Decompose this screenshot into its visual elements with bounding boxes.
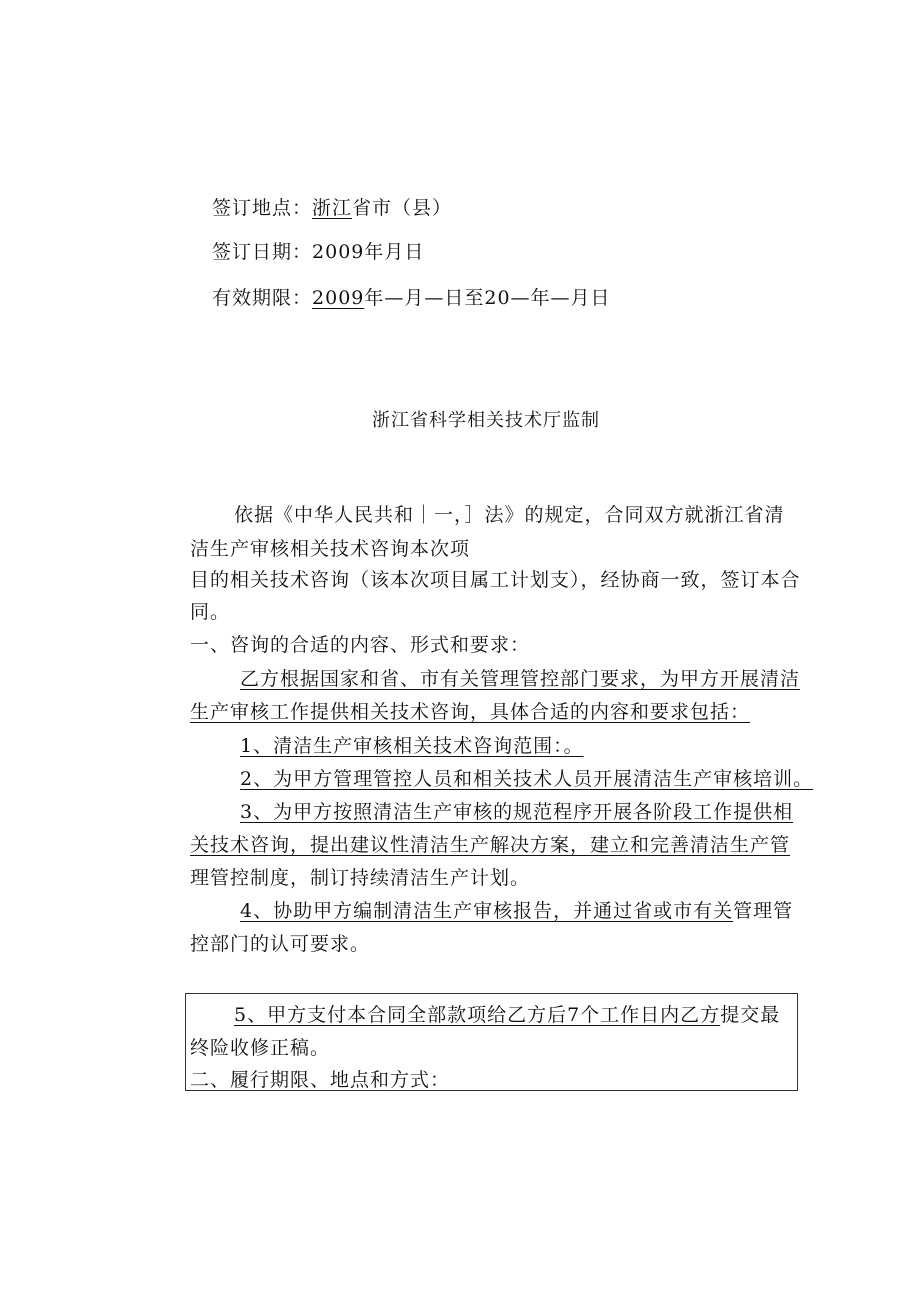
intro-line-2: 洁生产审核相关技术咨询本次项	[190, 538, 471, 560]
item-4-line-1-underlined: 4、协助甲方编制清洁生产审核报告，并通过省或市有关	[240, 900, 734, 922]
validity-year: 2009	[312, 287, 365, 309]
item-5-line-1-rest: 提交最	[720, 1004, 781, 1026]
intro-line-1: 依据《中华人民共和｜一，］法》的规定，合同双方就浙江省清	[234, 504, 785, 526]
validity-period	[212, 286, 611, 310]
item-4-line-2: 控部门的认可要求。	[190, 933, 371, 955]
signing-date-label: 签订日期：	[212, 241, 313, 263]
item-2: 2、为甲方管理管控人员和相关技术人员开展清洁生产审核培训。	[240, 768, 814, 790]
item-3-line-3: 理管控制度，制订持续清洁生产计划。	[190, 867, 531, 889]
validity-range: 年—月—日至20—年—月日	[364, 287, 611, 309]
intro-line-3: 目的相关技术咨询（该本次项目属工计划支），经协商一致，签订本合	[190, 569, 801, 591]
signing-place-label: 签订地点：	[212, 197, 313, 219]
item-4-line-1-rest: 管理管	[733, 900, 794, 922]
item-3-line-2: 关技术咨询，提出建议性清洁生产解决方案，建立和完善清洁生产管	[190, 834, 791, 856]
item-5-line-2: 终险收修正稿。	[190, 1037, 331, 1059]
signing-place-province: 浙江	[312, 197, 353, 219]
signing-date	[212, 240, 424, 264]
item-5-line-1	[234, 1003, 780, 1027]
section-1-heading: 一、咨询的合适的内容、形式和要求：	[190, 634, 531, 656]
item-3-line-1: 3、为甲方按照清洁生产审核的规范程序开展各阶段工作提供相	[240, 801, 794, 823]
supervisor-text: 浙江省科学相关技术厅监制	[372, 410, 600, 431]
signing-place-city: 省市（县）	[352, 197, 453, 219]
intro-line-4: 同。	[190, 601, 231, 623]
section-1-paragraph-line-2: 生产审核工作提供相关技术咨询，具体合适的内容和要求包括：	[190, 701, 751, 723]
signing-date-value: 2009年月日	[312, 241, 425, 263]
validity-label: 有效期限：	[212, 287, 313, 309]
signing-place	[212, 196, 452, 220]
section-1-paragraph-line-1: 乙方根据国家和省、市有关管理管控部门要求，为甲方开展清洁	[240, 668, 801, 690]
item-1: 1、清洁生产审核相关技术咨询范围：。	[240, 735, 584, 757]
item-4-line-1	[240, 899, 793, 923]
item-5-line-1-underlined: 5、甲方支付本合同全部款项给乙方后7个工作日内乙方	[234, 1004, 721, 1026]
section-2-heading: 二、履行期限、地点和方式：	[190, 1069, 451, 1091]
